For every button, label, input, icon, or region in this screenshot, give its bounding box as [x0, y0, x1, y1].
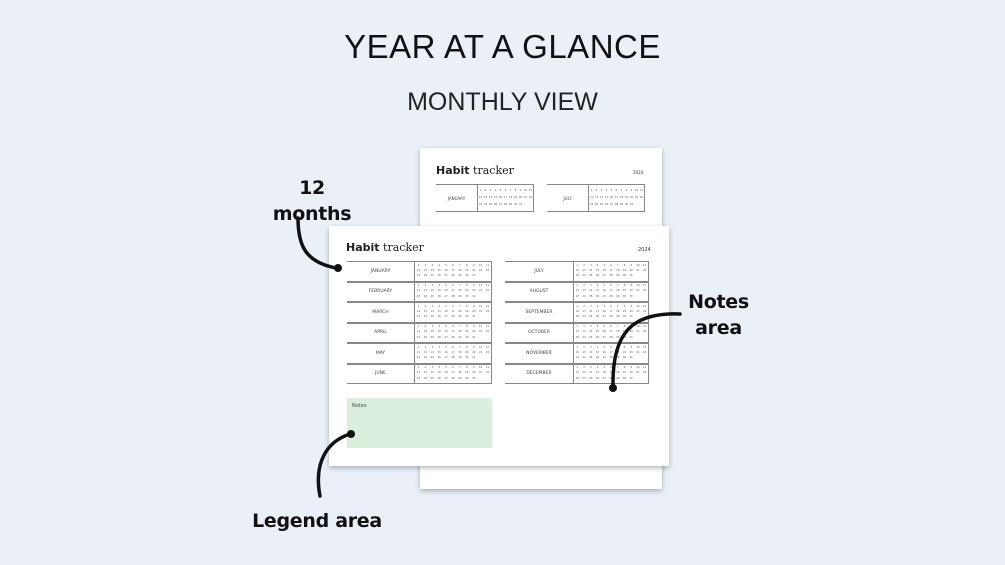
callout-notes-line2: area [695, 316, 742, 339]
front-sheet-year: 2024 [638, 247, 651, 253]
day-grid: 1 2 3 4 5 6 7 8 9 10 11 12 13 14 15 16 17 18 19 20 21 22 23 24 25 26 27 28 29 30 31 [415, 365, 492, 384]
legend-arrow [318, 434, 350, 496]
day-grid: 1 2 3 4 5 6 7 8 9 10 11 12 13 14 15 16 17 18 19 20 21 22 23 24 25 26 27 28 29 30 31 [574, 365, 649, 384]
month-label: FEBRUARY [347, 283, 415, 302]
back-sheet-year: 2024 [633, 170, 644, 175]
day-grid: 1 2 3 4 5 6 7 8 9 10 11 12 13 14 15 16 17 18 19 20 21 22 23 24 25 26 27 28 29 30 31 [415, 303, 492, 322]
day-grid: 1 2 3 4 5 6 7 8 9 10 11 12 13 14 15 16 17 18 19 20 21 22 23 24 25 26 27 28 29 30 31 [574, 262, 649, 281]
month-label: AUGUST [505, 283, 574, 302]
notes-arrow-dot [609, 384, 617, 392]
back-day-grid: 1 2 3 4 5 6 7 8 9 10 11 12 13 14 15 16 17 18 19 20 21 22 23 24 25 26 27 28 29 30 31 [589, 185, 645, 211]
day-grid: 1 2 3 4 5 6 7 8 9 10 11 12 13 14 15 16 17 18 19 20 21 22 23 24 25 26 27 28 29 30 31 [415, 283, 492, 302]
month-label: DECEMBER [505, 365, 574, 384]
back-day-grid: 1 2 3 4 5 6 7 8 9 10 11 12 13 14 15 16 17 18 19 20 21 22 23 24 25 26 27 28 29 30 31 [478, 185, 534, 211]
months-arrow-dot [334, 264, 342, 272]
front-title-light: tracker [383, 241, 424, 254]
day-grid: 1 2 3 4 5 6 7 8 9 10 11 12 13 14 15 16 17 18 19 20 21 22 23 24 25 26 27 28 29 30 31 [415, 324, 492, 343]
front-title-bold: Habit [346, 241, 380, 254]
day-grid: 1 2 3 4 5 6 7 8 9 10 11 12 13 14 15 16 17 18 19 20 21 22 23 24 25 26 27 28 29 30 31 [574, 303, 649, 322]
month-label: MAY [347, 344, 415, 363]
month-label: JANUARY [347, 262, 415, 281]
callout-notes-area [681, 290, 756, 341]
back-month-label: JULY [547, 185, 589, 211]
page-subtitle: MONTHLY VIEW [407, 88, 598, 116]
callout-legend-area: Legend area [252, 510, 382, 532]
callout-12-months: 12 months [272, 177, 352, 225]
day-grid: 1 2 3 4 5 6 7 8 9 10 11 12 13 14 15 16 17 18 19 20 21 22 23 24 25 26 27 28 29 30 31 [574, 344, 649, 363]
back-title-light: tracker [473, 164, 514, 177]
month-label: NOVEMBER [505, 344, 574, 363]
legend-arrow-dot [347, 430, 355, 438]
month-label: MARCH [347, 303, 415, 322]
day-grid: 1 2 3 4 5 6 7 8 9 10 11 12 13 14 15 16 17 18 19 20 21 22 23 24 25 26 27 28 29 30 31 [574, 324, 649, 343]
day-grid: 1 2 3 4 5 6 7 8 9 10 11 12 13 14 15 16 17 18 19 20 21 22 23 24 25 26 27 28 29 30 31 [574, 283, 649, 302]
notes-arrow [613, 314, 680, 387]
notes-label: Notes [352, 403, 367, 409]
back-title-bold: Habit [436, 164, 470, 177]
day-grid: 1 2 3 4 5 6 7 8 9 10 11 12 13 14 15 16 17 18 19 20 21 22 23 24 25 26 27 28 29 30 31 [415, 262, 492, 281]
month-label: JUNE [347, 365, 415, 384]
back-month-label: JANUARY [436, 185, 478, 211]
page-title: YEAR AT A GLANCE [344, 28, 661, 65]
month-label: APRIL [347, 324, 415, 343]
day-grid: 1 2 3 4 5 6 7 8 9 10 11 12 13 14 15 16 17 18 19 20 21 22 23 24 25 26 27 28 29 30 31 [415, 344, 492, 363]
month-label: SEPTEMBER [505, 303, 574, 322]
month-label: OCTOBER [505, 324, 574, 343]
callout-notes-line1: Notes [688, 291, 749, 313]
month-label: JULY [505, 262, 574, 281]
